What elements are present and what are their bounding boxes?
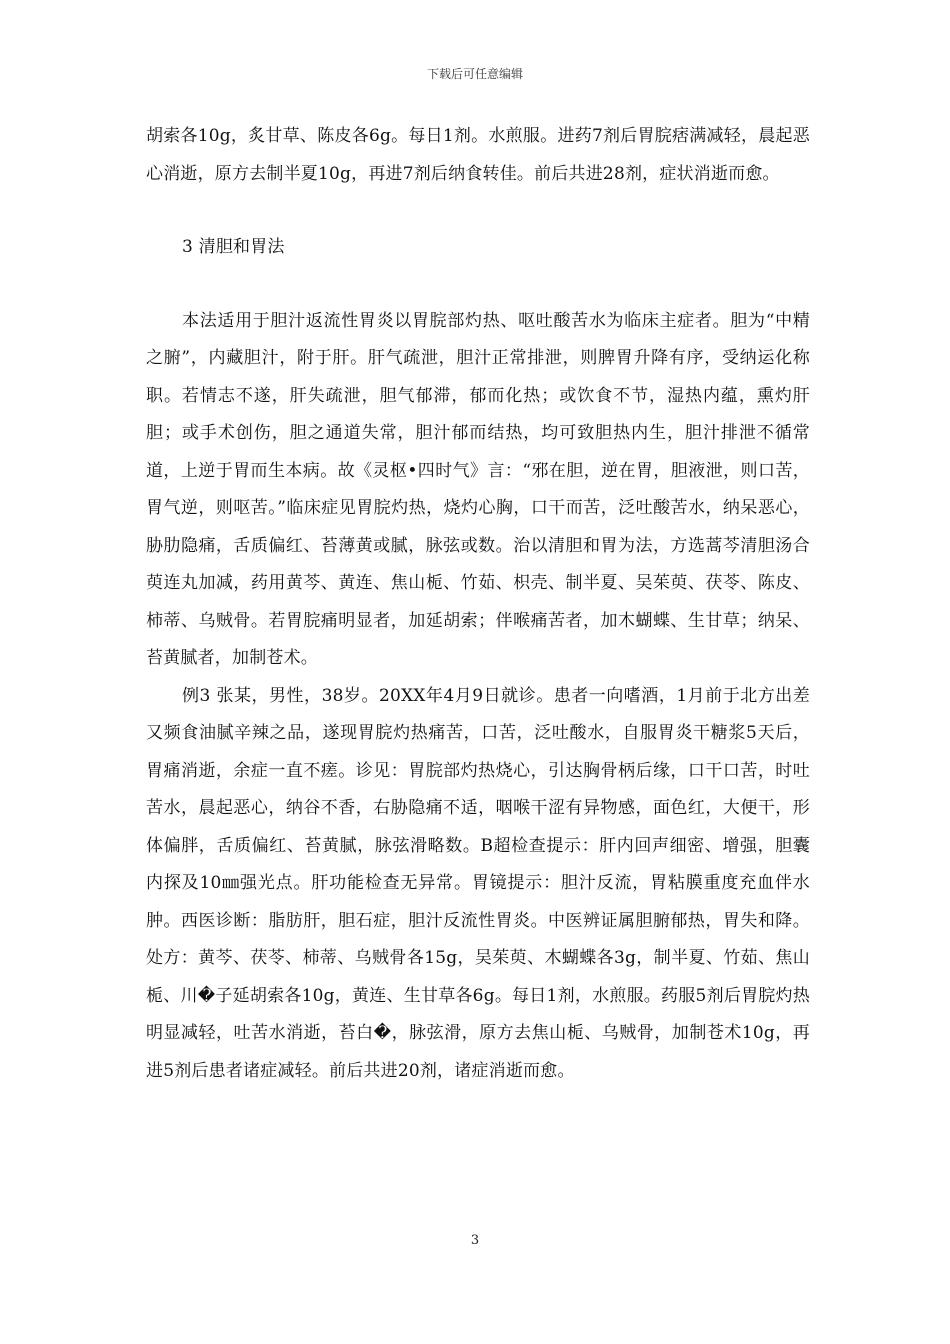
case-paragraph: 例3 张某，男性，38岁。20XX年4月9日就诊。患者一向嗜酒，1月前于北方出差又频食油腻辛辣之品，遂现胃脘灼热痛苦，口苦，泛吐酸水，自服胃炎干糖浆5天后，胃痛消逝，余症一直不瘥。诊见：胃脘部灼热烧心，引达胸骨柄后缘，口干口苦，时吐苦水，晨起恶心，纳谷不香，右胁隐痛不适，咽喉干涩有异物感，面色红，大便干，形体偏胖，舌质偏红、苔黄腻，脉弦滑略数。B超检查提示：肝内回声细密、增强，胆囊内探及10㎜强光点。肝功能检查无异常。胃镜提示：胆汁反流，胃粘膜重度充血伴水肿。西医诊断：脂肪肝，胆石症，胆汁反流性胃炎。中医辨证属胆腑郁热，胃失和降。处方：黄芩、茯苓、柿蒂、乌贼骨各15g，吴茱萸、木蝴蝶各3g，制半夏、竹茹、焦山栀、川�子延胡索各10g，黄连、生甘草各6g。每日1剂，水煎服。药服5剂后胃脘灼热明显减轻，吐苦水消逝，苔白�，脉弦滑，原方去焦山栀、乌贼骨，加制苍术10g，再进5剂后患者诸症减轻。前后共进20剂，诸症消逝而愈。 bbox=[146, 685, 810, 1081]
page-header: 下载后可任意编辑 bbox=[426, 67, 523, 81]
section-heading: 3 清胆和胃法 bbox=[182, 237, 285, 257]
continuation-paragraph: 胡索各10g，炙甘草、陈皮各6g。每日1剂。水煎服。进药7剂后胃脘痞满减轻，晨起恶心消逝，原方去制半夏10g，再进7剂后纳食转佳。前后共进28剂，症状消逝而愈。 bbox=[146, 126, 810, 184]
page-number: 3 bbox=[470, 1233, 480, 1248]
method-paragraph: 本法适用于胆汁返流性胃炎以胃脘部灼热、呕吐酸苦水为临床主症者。胆为“中精之腑”，内藏胆汁，附于肝。肝气疏泄，胆汁正常排泄，则脾胃升降有序，受纳运化称职。若情志不遂，肝失疏泄，胆气郁滞，郁而化热；或饮食不节，湿热内蕴，熏灼肝胆；或手术创伤，胆之通道失常，胆汁郁而结热，均可致胆热内生，胆汁排泄不循常道，上逆于胃而生本病。故《灵枢•四时气》言：“邪在胆，逆在胃，胆液泄，则口苦，胃气逆，则呕苦。”临床症见胃脘灼热，烧灼心胸，口干而苦，泛吐酸苦水，纳呆恶心，胁肋隐痛，舌质偏红、苔薄黄或腻，脉弦或数。治以清胆和胃为法，方选蒿芩清胆汤合萸连丸加减，药用黄芩、黄连、焦山栀、竹茹、枳壳、制半夏、吴茱萸、茯苓、陈皮、柿蒂、乌贼骨。若胃脘痛明显者，加延胡索；伴喉痛苦者，加木蝴蝶、生甘草；纳呆、苔黄腻者，加制苍术。 bbox=[146, 310, 810, 668]
document-body bbox=[146, 118, 810, 1090]
